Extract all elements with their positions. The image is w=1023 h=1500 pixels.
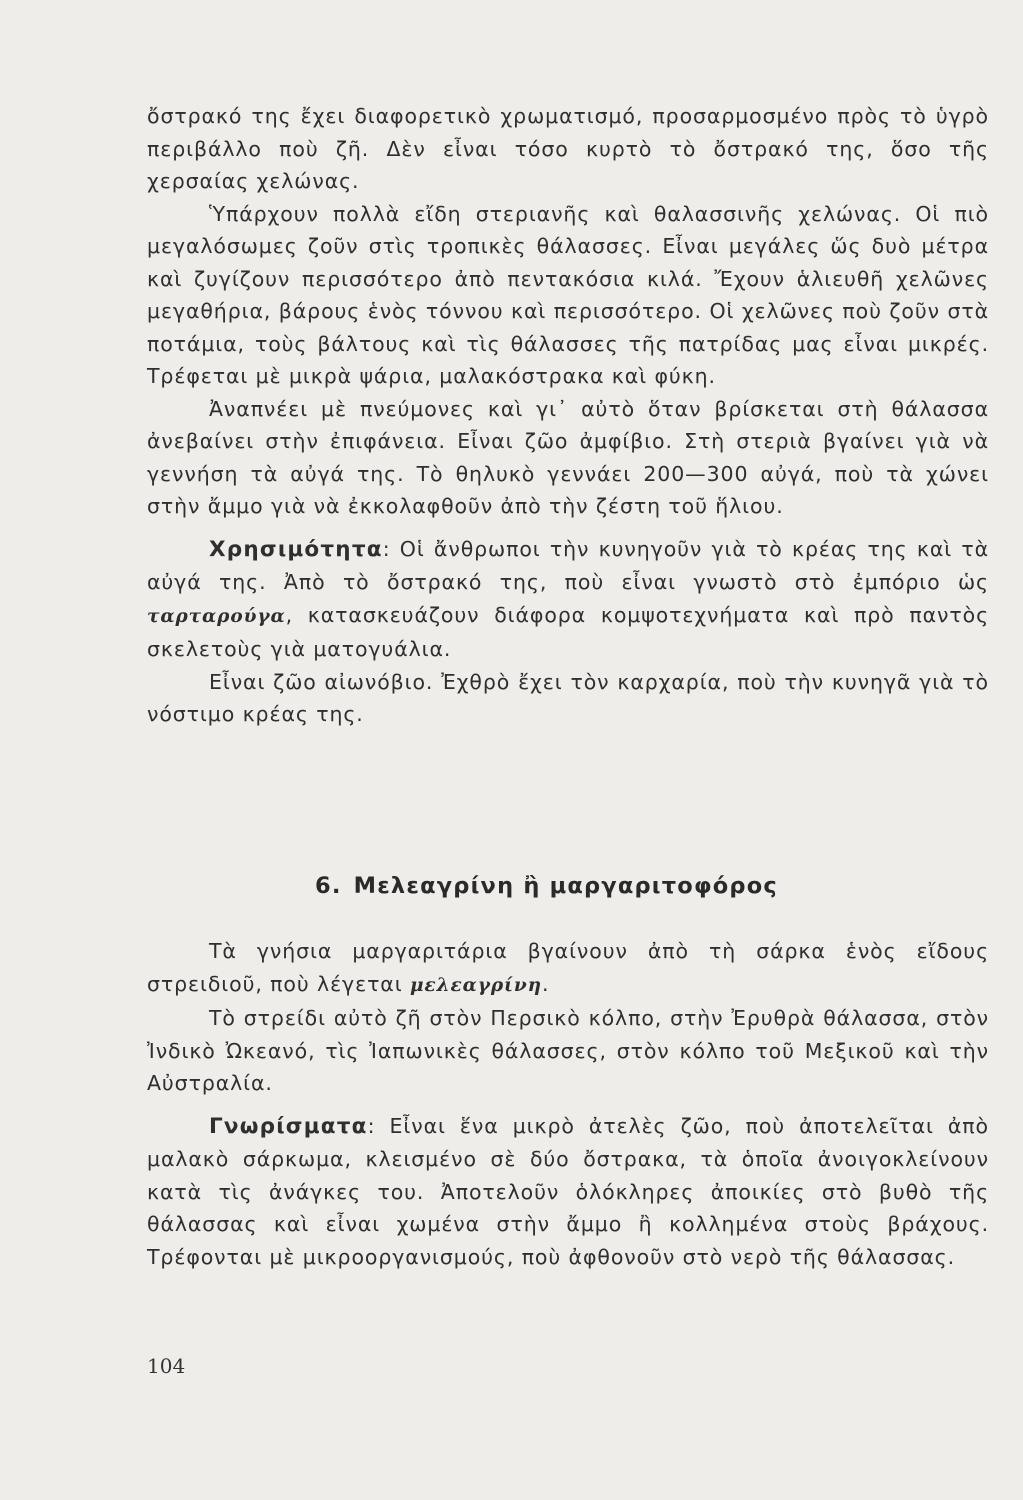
- pearl-intro-text-before: Τὰ γνήσια μαργαριτάρια βγαίνουν ἀπὸ τὴ σάρκα ἑνὸς εἴδους στρειδιοῦ, ποὺ λέγεται: [147, 939, 989, 996]
- paragraph-shell: ὄστρακό της ἔχει διαφορετικὸ χρωματισμό, προσαρμοσμένο πρὸς τὸ ὑγρὸ περιβάλλο ποὺ ζῆ. Δὲν εἶναι τόσο κυρτὸ τὸ ὄστρακό της, ὅσο τῆς χερσαίας χελώνας.: [147, 104, 989, 193]
- page-number: 104: [147, 1354, 186, 1378]
- features-text: : Εἶναι ἕνα μικρὸ ἀτελὲς ζῶο, ποὺ ἀποτελεῖται ἀπὸ μαλακὸ σάρκωμα, κλεισμένο σὲ δύο ὄστρακα, τὰ ὁποῖα ἀνοιγοκλείνουν κατὰ τὶς ἀνάγκες του. Ἀποτελοῦν ὁλόκληρες ἀποικίες στὸ βυθὸ τῆς θάλασσας καὶ εἶναι χωμένα στὴν ἄμμο ἢ κολλημένα στοὺς βράχους. Τρέφονται μὲ μικροοργανισμούς, ποὺ ἀφθονοῦν στὸ νερὸ τῆς θάλασσας.: [147, 1113, 989, 1269]
- paragraph-habitat: Τὸ στρείδι αὐτὸ ζῆ στὸν Περσικὸ κόλπο, στὴν Ἐρυθρὰ θάλασσα, στὸν Ἰνδικὸ Ὠκεανό, τὶς Ἰαπωνικὲς θάλασσες, στὸν κόλπο τοῦ Μεξικοῦ καὶ τὴν Αὐστραλία.: [147, 1006, 989, 1095]
- paragraph-features: [147, 1110, 989, 1274]
- paragraph-breathing: Ἀναπνέει μὲ πνεύμονες καὶ γι᾿ αὐτὸ ὅταν βρίσκεται στὴ θάλασσα ἀνεβαίνει στὴν ἐπιφάνεια. Εἶναι ζῶο ἀμφίβιο. Στὴ στεριὰ βγαίνει γιὰ νὰ γεννήση τὰ αὐγά της. Τὸ θηλυκὸ γεννάει 200—300 αὐγά, ποὺ τὰ χώνει στὴν ἄμμο γιὰ νὰ ἐκκολαφθοῦν ἀπὸ τὴν ζέστη τοῦ ἥλιου.: [147, 396, 989, 518]
- pearl-intro-text-after: .: [541, 971, 550, 996]
- paragraph-usefulness: [147, 533, 989, 666]
- features-label: Γνωρίσματα: [209, 1113, 368, 1139]
- usefulness-label: Χρησιμότητα: [209, 536, 383, 562]
- section-heading: [315, 873, 778, 899]
- section-title: Μελεαγρίνη ἢ μαργαριτοφόρος: [353, 873, 778, 899]
- paragraph-longevity: Εἶναι ζῶο αἰωνόβιο. Ἐχθρὸ ἔχει τὸν καρχαρία, ποὺ τὴν κυνηγᾶ γιὰ τὸ νόστιμο κρέας της.: [147, 669, 989, 726]
- term-meleagrini: μελεαγρίνη: [409, 974, 542, 996]
- paragraph-pearl-intro: [147, 935, 989, 1002]
- paragraph-species: Ὑπάρχουν πολλὰ εἴδη στεριανῆς καὶ θαλασσινῆς χελώνας. Οἱ πιὸ μεγαλόσωμες ζοῦν στὶς τροπικὲς θάλασσες. Εἶναι μεγάλες ὥς δυὸ μέτρα καὶ ζυγίζουν περισσότερο ἀπὸ πεντακόσια κιλά. Ἔχουν ἁλιευθῆ χελῶνες μεγαθήρια, βάρους ἑνὸς τόννου καὶ περισσότερο. Οἱ χελῶνες ποὺ ζοῦν στὰ ποτάμια, τοὺς βάλτους καὶ τὶς θάλασσες τῆς πατρίδας μας εἶναι μικρές. Τρέφεται μὲ μικρὰ ψάρια, μαλακόστρακα καὶ φύκη.: [147, 201, 989, 388]
- usefulness-text-before: : Οἱ ἄνθρωποι τὴν κυνηγοῦν γιὰ τὸ κρέας της καὶ τὰ αὐγά της. Ἀπὸ τὸ ὄστρακό της, ποὺ εἶναι γνωστὸ στὸ ἐμπόριο ὡς: [147, 536, 989, 594]
- bottom-text-block: [147, 935, 989, 1273]
- usefulness-text-after: , κατασκευάζουν διάφορα κομψοτεχνήματα καὶ πρὸ παντὸς σκελετοὺς γιὰ ματογυάλια.: [147, 602, 989, 661]
- top-text-block: [147, 100, 989, 731]
- section-number: 6.: [315, 873, 342, 899]
- term-tartarouga: ταρταρούγα: [147, 605, 286, 627]
